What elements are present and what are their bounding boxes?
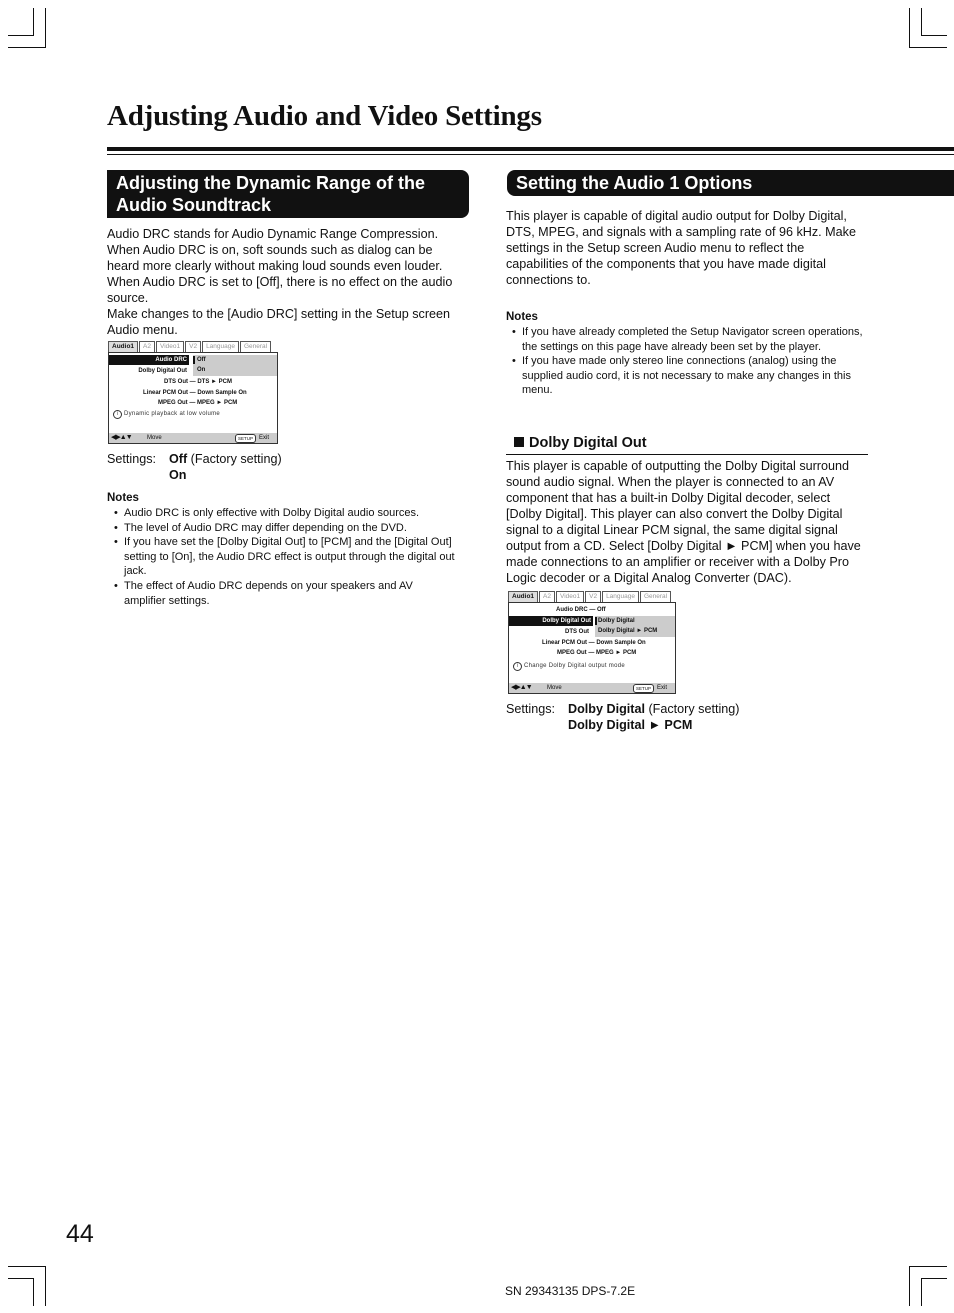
- setting-value-off: Off (Factory setting): [169, 452, 282, 466]
- tab-v2: V2: [185, 341, 201, 352]
- setup-tabs: [508, 591, 672, 602]
- note-item: • The effect of Audio DRC depends on your speakers and AV amplifier settings.: [108, 579, 456, 608]
- tab-audio1: Audio1: [108, 341, 138, 352]
- setup-screen-dolby-digital-out: [508, 591, 676, 694]
- crop-mark: [921, 35, 947, 36]
- left-body-para-1: Audio DRC stands for Audio Dynamic Range Compression. When Audio DRC is on, soft sounds such as dialog can be heard more clearly without making loud sounds even louder. When Audio DRC is set to [Off], there is no effect on the audio source.: [107, 227, 453, 305]
- setting-value-on: On: [169, 468, 187, 482]
- footer-code: SN 29343135 DPS-7.2E: [505, 1284, 636, 1298]
- move-label: Move: [147, 435, 162, 441]
- setup-screen-audio-drc: [108, 341, 278, 444]
- tab-audio1: Audio1: [508, 591, 538, 602]
- right-notes-list: [506, 325, 864, 398]
- option-cursor: [193, 356, 195, 364]
- crop-mark: [45, 8, 46, 48]
- left-notes-list: [108, 506, 456, 608]
- setup-info-line: [113, 410, 220, 419]
- crop-mark: [33, 1278, 34, 1306]
- left-section-heading: Adjusting the Dynamic Range of the Audio Soundtrack: [107, 170, 469, 218]
- navigation-arrows-icon: ◀▶▲▼: [511, 684, 532, 691]
- menu-row-mpeg-out: MPEG Out — MPEG ► PCM: [557, 650, 637, 656]
- right-body: This player is capable of digital audio output for Dolby Digital, DTS, MPEG, and signals with a sampling rate of 96 kHz. Make settings in the Setup screen Audio menu to reflect the capabilities of the components that you have made digital connections to.: [506, 209, 856, 287]
- setting-value-dolby-digital-pcm: Dolby Digital ► PCM: [568, 718, 693, 732]
- menu-row-linear-pcm-out: Linear PCM Out — Down Sample On: [143, 390, 247, 396]
- page-number: 44: [66, 1220, 94, 1248]
- right-settings: [506, 701, 836, 735]
- crop-mark: [909, 1266, 947, 1267]
- crop-mark: [8, 35, 34, 36]
- setup-screen-box: [108, 352, 278, 444]
- exit-label: Exit: [657, 685, 668, 691]
- menu-row-audio-drc: Audio DRC: [109, 355, 189, 365]
- crop-mark: [909, 47, 947, 48]
- menu-row-dts-out: DTS Out — DTS ► PCM: [164, 379, 232, 385]
- menu-row-mpeg-out: MPEG Out — MPEG ► PCM: [158, 400, 238, 406]
- menu-row-dts-out: DTS Out: [565, 629, 589, 635]
- left-body-para-2: Make changes to the [Audio DRC] setting in the Setup screen Audio menu.: [107, 307, 451, 337]
- right-section-heading: Setting the Audio 1 Options: [507, 170, 954, 196]
- crop-mark: [921, 8, 922, 36]
- note-item: • Audio DRC is only effective with Dolby Digital audio sources.: [108, 506, 456, 521]
- tab-video1: Video1: [556, 591, 584, 602]
- setup-screen-box: [508, 602, 676, 694]
- setup-tabs: [108, 341, 272, 352]
- setup-info-line: [513, 662, 625, 671]
- tab-a2: A2: [139, 341, 155, 352]
- option-on: On: [193, 365, 277, 376]
- title-rule-thick: [107, 147, 954, 151]
- option-dolby-digital: Dolby Digital: [595, 616, 675, 626]
- dolby-digital-out-heading: Dolby Digital Out: [514, 435, 647, 451]
- crop-mark: [921, 1278, 947, 1279]
- menu-row-dolby-digital-out: Dolby Digital Out: [509, 616, 593, 626]
- crop-mark: [921, 1278, 922, 1306]
- menu-row-linear-pcm-out: Linear PCM Out — Down Sample On: [542, 640, 646, 646]
- tab-video1: Video1: [156, 341, 184, 352]
- navigation-arrows-icon: ◀▶▲▼: [111, 434, 132, 441]
- settings-label: Settings:: [506, 702, 556, 716]
- crop-mark: [909, 1266, 910, 1306]
- exit-label: Exit: [259, 435, 270, 441]
- left-settings: [107, 451, 407, 485]
- info-icon: i: [513, 662, 522, 671]
- setup-footer-bar: [109, 433, 277, 443]
- crop-mark: [909, 8, 910, 48]
- setting-value-dolby-digital: Dolby Digital (Factory setting): [568, 702, 740, 716]
- note-item: • The level of Audio DRC may differ depending on the DVD.: [108, 521, 456, 536]
- crop-mark: [45, 1266, 46, 1306]
- setup-button-icon: SETUP: [235, 434, 256, 443]
- menu-row-audio-drc: Audio DRC — Off: [556, 607, 606, 613]
- tab-v2: V2: [585, 591, 601, 602]
- settings-label: Settings:: [107, 452, 157, 466]
- note-item: • If you have set the [Dolby Digital Out] to [PCM] and the [Digital Out] setting to [On], the Audio DRC effect is output through the digital out jack.: [108, 535, 456, 579]
- crop-mark: [8, 1278, 34, 1279]
- crop-mark: [8, 1266, 46, 1267]
- menu-row-dolby-digital-out: Dolby Digital Out: [138, 368, 187, 374]
- option-dolby-digital-pcm: Dolby Digital ► PCM: [595, 626, 675, 637]
- settings-values: [169, 451, 282, 483]
- dolby-digital-out-body: This player is capable of outputting the Dolby Digital surround sound audio signal. When the player is connected to an AV component that has a built-in Dolby Digital decoder, select [Dolby Digital]. This player can also convert the Dolby Digital signal to a digital Linear PCM signal, the same digital signal output from a CD. Select [Dolby Digital ► PCM] when you have made connections to an amplifier or receiver with a Dolby Pro Logic decoder or a Digital Analog Converter (DAC).: [506, 459, 861, 585]
- square-bullet-icon: [514, 437, 524, 447]
- right-notes-title: Notes: [506, 311, 538, 323]
- setup-footer-bar: [509, 683, 675, 693]
- tab-general: General: [240, 341, 271, 352]
- left-notes-title: Notes: [107, 492, 139, 504]
- settings-values: [568, 701, 739, 733]
- crop-mark: [33, 8, 34, 36]
- tab-a2: A2: [539, 591, 555, 602]
- tab-general: General: [640, 591, 671, 602]
- note-item: • If you have made only stereo line connections (analog) using the supplied audio cord, it is not necessary to make any changes in this menu.: [506, 354, 864, 398]
- info-icon: i: [113, 410, 122, 419]
- page-title: Adjusting Audio and Video Settings: [107, 100, 542, 132]
- tab-language: Language: [202, 341, 239, 352]
- tab-language: Language: [602, 591, 639, 602]
- option-off: Off: [193, 355, 277, 365]
- setup-button-icon: SETUP: [633, 684, 654, 693]
- crop-mark: [8, 47, 46, 48]
- title-rule-thin: [107, 154, 954, 155]
- note-item: • If you have already completed the Setup Navigator screen operations, the settings on this page have already been set by the player.: [506, 325, 864, 354]
- subheading-rule: [506, 454, 868, 455]
- left-body: [107, 226, 467, 338]
- option-cursor: [595, 617, 597, 625]
- setup-info-text: Dynamic playback at low volume: [124, 411, 221, 417]
- move-label: Move: [547, 685, 562, 691]
- setup-info-text: Change Dolby Digital output mode: [524, 663, 625, 669]
